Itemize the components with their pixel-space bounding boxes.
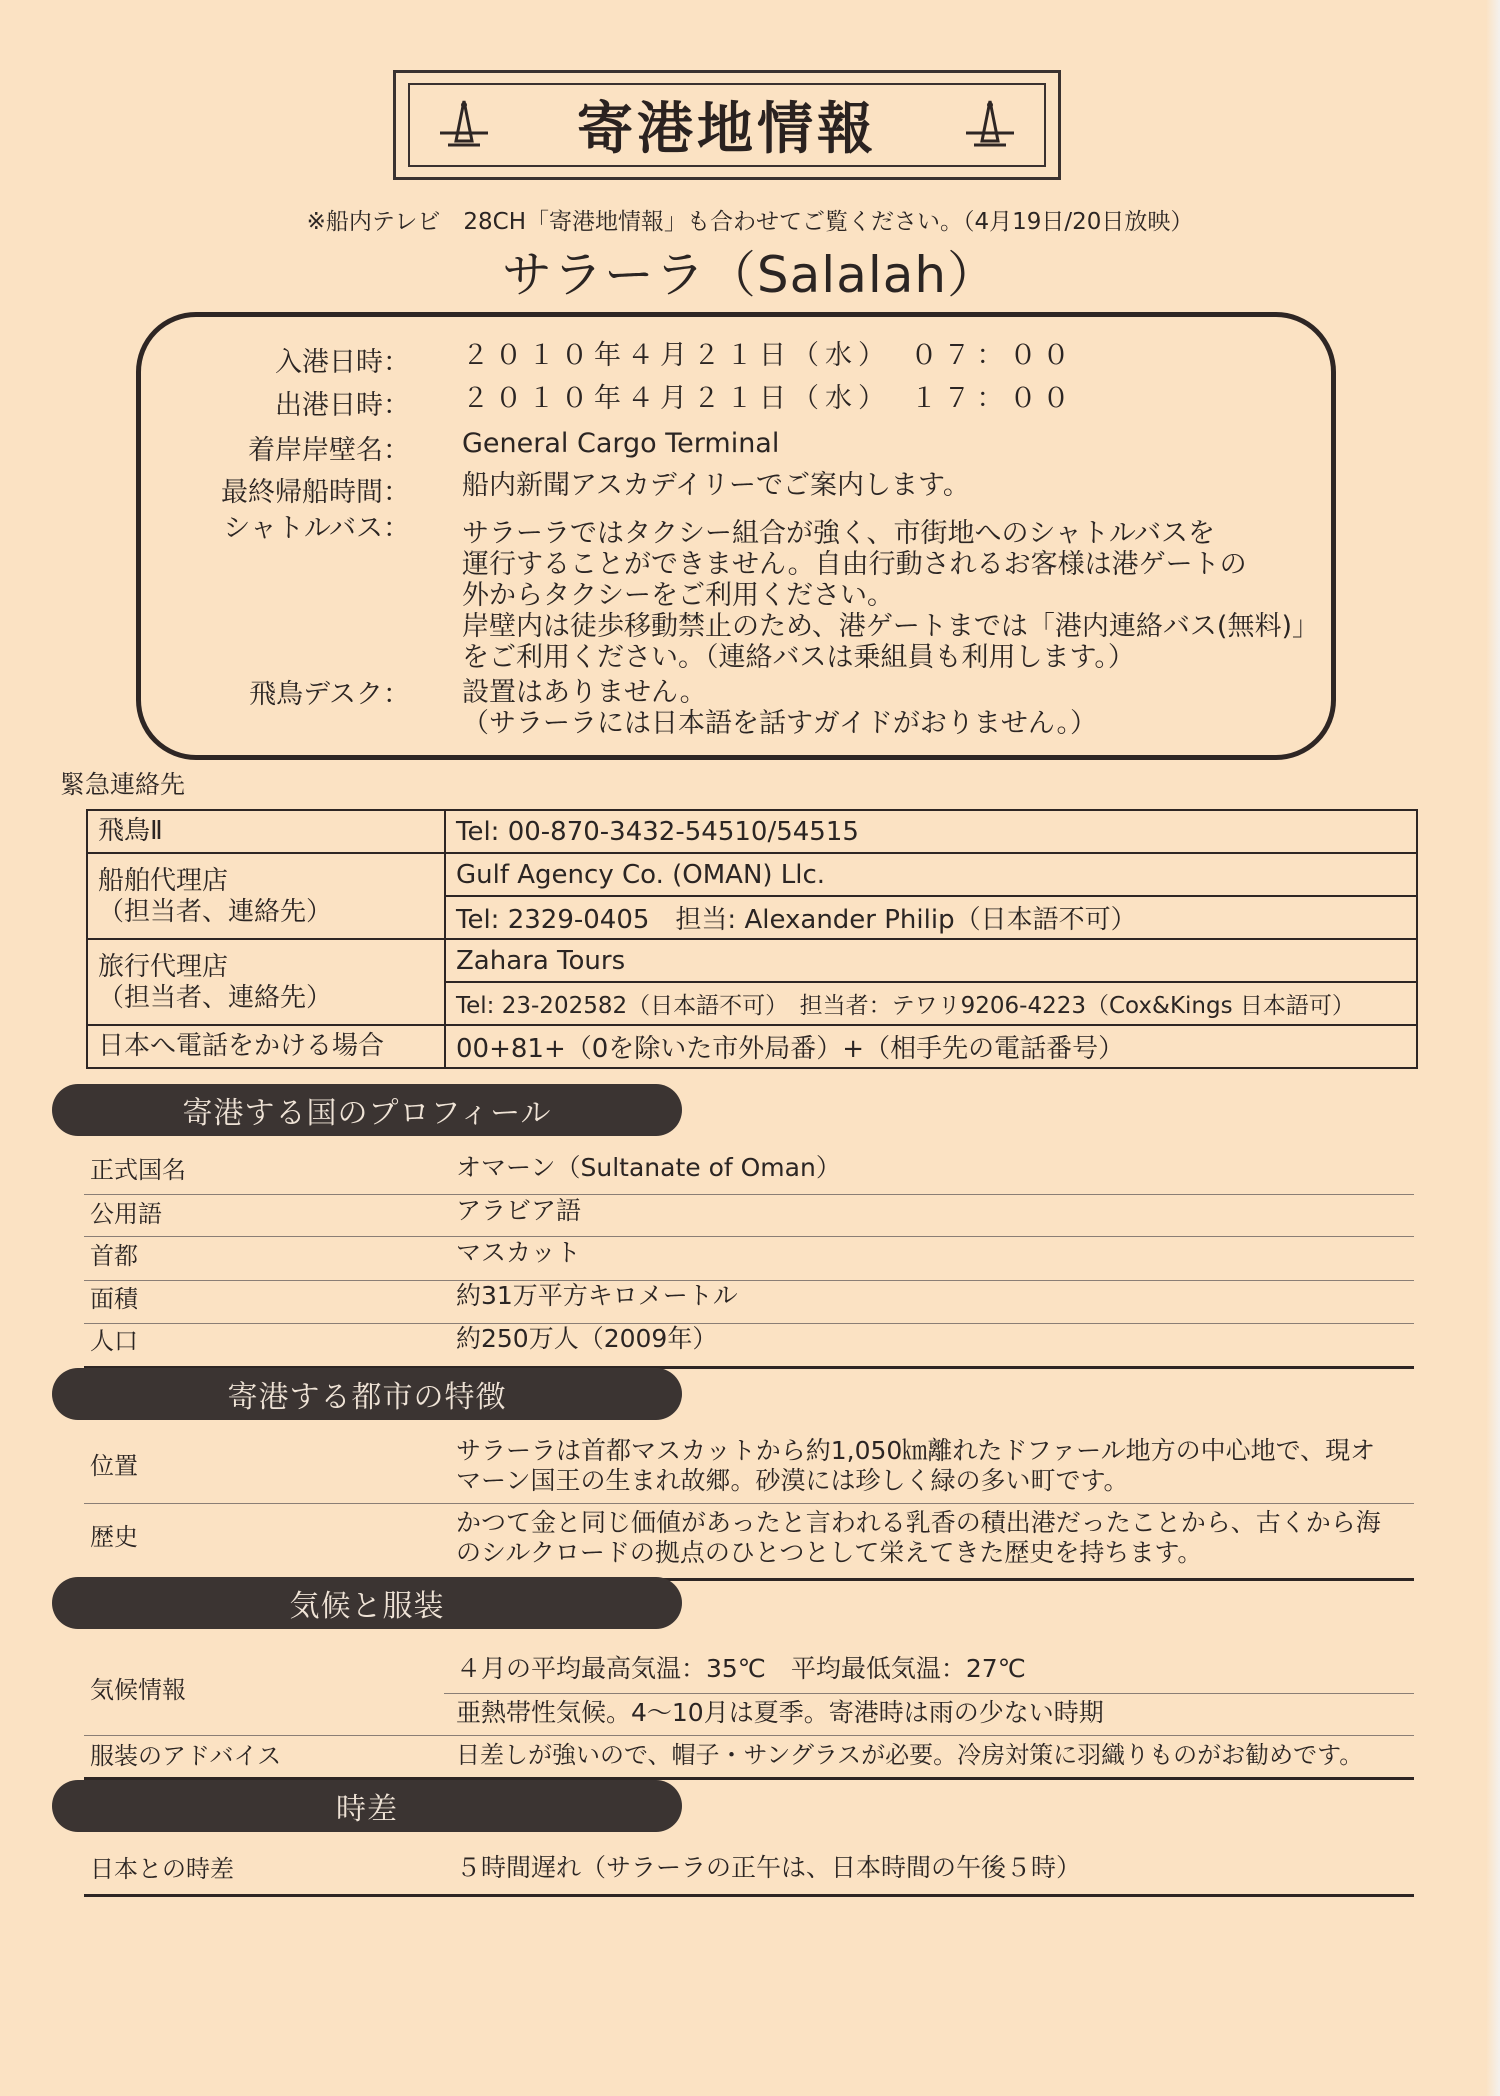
shuttle-line: サラーラではタクシー組合が強く、市街地へのシャトルバスを bbox=[462, 518, 1216, 549]
desk-line: （サラーラには日本語を話すガイドがおりません。） bbox=[462, 708, 1098, 739]
agent-tel: Tel: 2329-0405 担当: Alexander Philip（日本語不可） bbox=[445, 896, 1417, 939]
anchor-ornament-icon bbox=[434, 97, 494, 153]
table-row bbox=[87, 810, 1417, 853]
climate-banner bbox=[52, 1577, 682, 1629]
city-banner-text: 寄港する都市の特徴 bbox=[227, 1380, 507, 1415]
climate-label: 気候情報 bbox=[90, 1676, 186, 1704]
anchor-ornament-icon bbox=[960, 97, 1020, 153]
final-return-value: 船内新聞アスカデイリーでご案内します。 bbox=[462, 470, 970, 501]
timediff-banner-text: 時差 bbox=[336, 1792, 398, 1827]
travel-tel: Tel: 23-202582（日本語不可） 担当者：テワリ9206-4223（Cox&Kings 日本語可） bbox=[445, 982, 1417, 1025]
section-divider bbox=[84, 1894, 1414, 1897]
ship-tel: Tel: 00-870-3432-54510/54515 bbox=[445, 810, 1417, 853]
desk-text bbox=[462, 677, 1097, 739]
profile-value: アラビア語 bbox=[456, 1196, 582, 1225]
final-return-label: 最終帰船時間： bbox=[221, 477, 410, 508]
row-divider bbox=[84, 1503, 1414, 1504]
port-name: サラーラ（Salalah） bbox=[501, 246, 999, 304]
arrival-value: ２０１０年４月２１日（水） ０７：００ bbox=[462, 340, 1076, 371]
title-plaque-inner bbox=[408, 83, 1046, 167]
ship-label: 飛鳥Ⅱ bbox=[87, 810, 445, 853]
city-banner bbox=[52, 1368, 682, 1420]
tv-channel-note: ※船内テレビ 28CH「寄港地情報」も合わせてご覧ください。（4月19日/20日放映） bbox=[306, 209, 1194, 235]
agent-label bbox=[87, 853, 445, 939]
table-row bbox=[87, 939, 1417, 982]
agent-label-line: 船舶代理店 bbox=[98, 866, 229, 896]
history-line: かつて金と同じ価値があったと言われる乳香の積出港だったことから、古くから海 bbox=[456, 1508, 1381, 1537]
timediff-banner bbox=[52, 1780, 682, 1832]
row-divider bbox=[444, 1693, 1414, 1694]
dress-advice: 日差しが強いので、帽子・サングラスが必要。冷房対策に羽織りものがお勧めです。 bbox=[456, 1741, 1364, 1769]
history-line: のシルクロードの拠点のひとつとして栄えてきた歴史を持ちます。 bbox=[456, 1538, 1203, 1567]
shuttle-line: 外からタクシーをご利用ください。 bbox=[462, 580, 894, 611]
call-japan-label: 日本へ電話をかける場合 bbox=[87, 1025, 445, 1068]
profile-label: 面積 bbox=[90, 1285, 138, 1313]
berth-label: 着岸岸壁名： bbox=[248, 435, 410, 466]
shuttle-line: 岸壁内は徒歩移動禁止のため、港ゲートまでは「港内連絡バス(無料)」 bbox=[462, 611, 1319, 642]
row-divider bbox=[84, 1735, 1414, 1736]
agent-name: Gulf Agency Co. (OMAN) Llc. bbox=[445, 853, 1417, 896]
profile-label: 正式国名 bbox=[90, 1156, 186, 1184]
profile-label: 人口 bbox=[90, 1327, 138, 1355]
climate-temps: ４月の平均最高気温：35℃ 平均最低気温：27℃ bbox=[456, 1654, 1026, 1683]
history-label: 歴史 bbox=[90, 1523, 138, 1551]
desk-line: 設置はありません。 bbox=[462, 677, 707, 708]
location-line: マーン国王の生まれ故郷。砂漠には珍しく緑の多い町です。 bbox=[456, 1466, 1129, 1495]
call-japan-value: 00+81+（0を除いた市外局番）+（相手先の電話番号） bbox=[445, 1025, 1417, 1068]
dress-label: 服装のアドバイス bbox=[90, 1742, 282, 1770]
departure-label: 出港日時： bbox=[275, 390, 410, 421]
location-text bbox=[456, 1436, 1416, 1496]
profile-value: マスカット bbox=[456, 1238, 581, 1267]
shuttle-line: をご利用ください。（連絡バスは乗組員も利用します。） bbox=[462, 642, 1135, 673]
title-plaque bbox=[393, 70, 1061, 180]
shuttle-label: シャトルバス： bbox=[223, 513, 410, 544]
location-label: 位置 bbox=[90, 1452, 138, 1480]
profile-value: オマーン（Sultanate of Oman） bbox=[456, 1153, 841, 1182]
profile-banner-text: 寄港する国のプロフィール bbox=[182, 1096, 552, 1131]
profile-label: 首都 bbox=[90, 1242, 138, 1270]
agent-label-line: （担当者、連絡先） bbox=[98, 897, 333, 927]
location-line: サラーラは首都マスカットから約1,050㎞離れたドファール地方の中心地で、現オ bbox=[456, 1436, 1376, 1465]
travel-name: Zahara Tours bbox=[445, 939, 1417, 982]
table-row bbox=[87, 1025, 1417, 1068]
climate-banner-text: 気候と服装 bbox=[289, 1589, 445, 1624]
emergency-section-label: 緊急連絡先 bbox=[60, 770, 186, 799]
berth-value: General Cargo Terminal bbox=[462, 428, 780, 459]
travel-label bbox=[87, 939, 445, 1025]
profile-banner bbox=[52, 1084, 682, 1136]
profile-value: 約250万人（2009年） bbox=[456, 1324, 718, 1353]
desk-label: 飛鳥デスク： bbox=[249, 679, 410, 710]
profile-label: 公用語 bbox=[90, 1200, 162, 1228]
table-row bbox=[87, 853, 1417, 896]
emergency-contacts-table bbox=[86, 809, 1418, 1069]
travel-label-line: 旅行代理店 bbox=[98, 952, 229, 982]
timediff-value: ５時間遅れ（サラーラの正午は、日本時間の午後５時） bbox=[456, 1853, 1082, 1882]
shuttle-text bbox=[462, 518, 1319, 673]
arrival-label: 入港日時： bbox=[275, 347, 410, 378]
travel-label-line: （担当者、連絡先） bbox=[98, 983, 333, 1013]
paper-edge bbox=[1486, 0, 1500, 2096]
row-divider bbox=[84, 1194, 1414, 1195]
page-title: 寄港地情報 bbox=[577, 97, 877, 162]
profile-value: 約31万平方キロメートル bbox=[456, 1281, 738, 1310]
row-divider bbox=[84, 1236, 1414, 1237]
climate-description: 亜熱帯性気候。4～10月は夏季。寄港時は雨の少ない時期 bbox=[456, 1698, 1104, 1727]
shuttle-line: 運行することができません。自由行動されるお客様は港ゲートの bbox=[462, 549, 1247, 580]
history-text bbox=[456, 1508, 1416, 1568]
timediff-label: 日本との時差 bbox=[90, 1855, 234, 1883]
departure-value: ２０１０年４月２１日（水） １７：００ bbox=[462, 383, 1076, 414]
